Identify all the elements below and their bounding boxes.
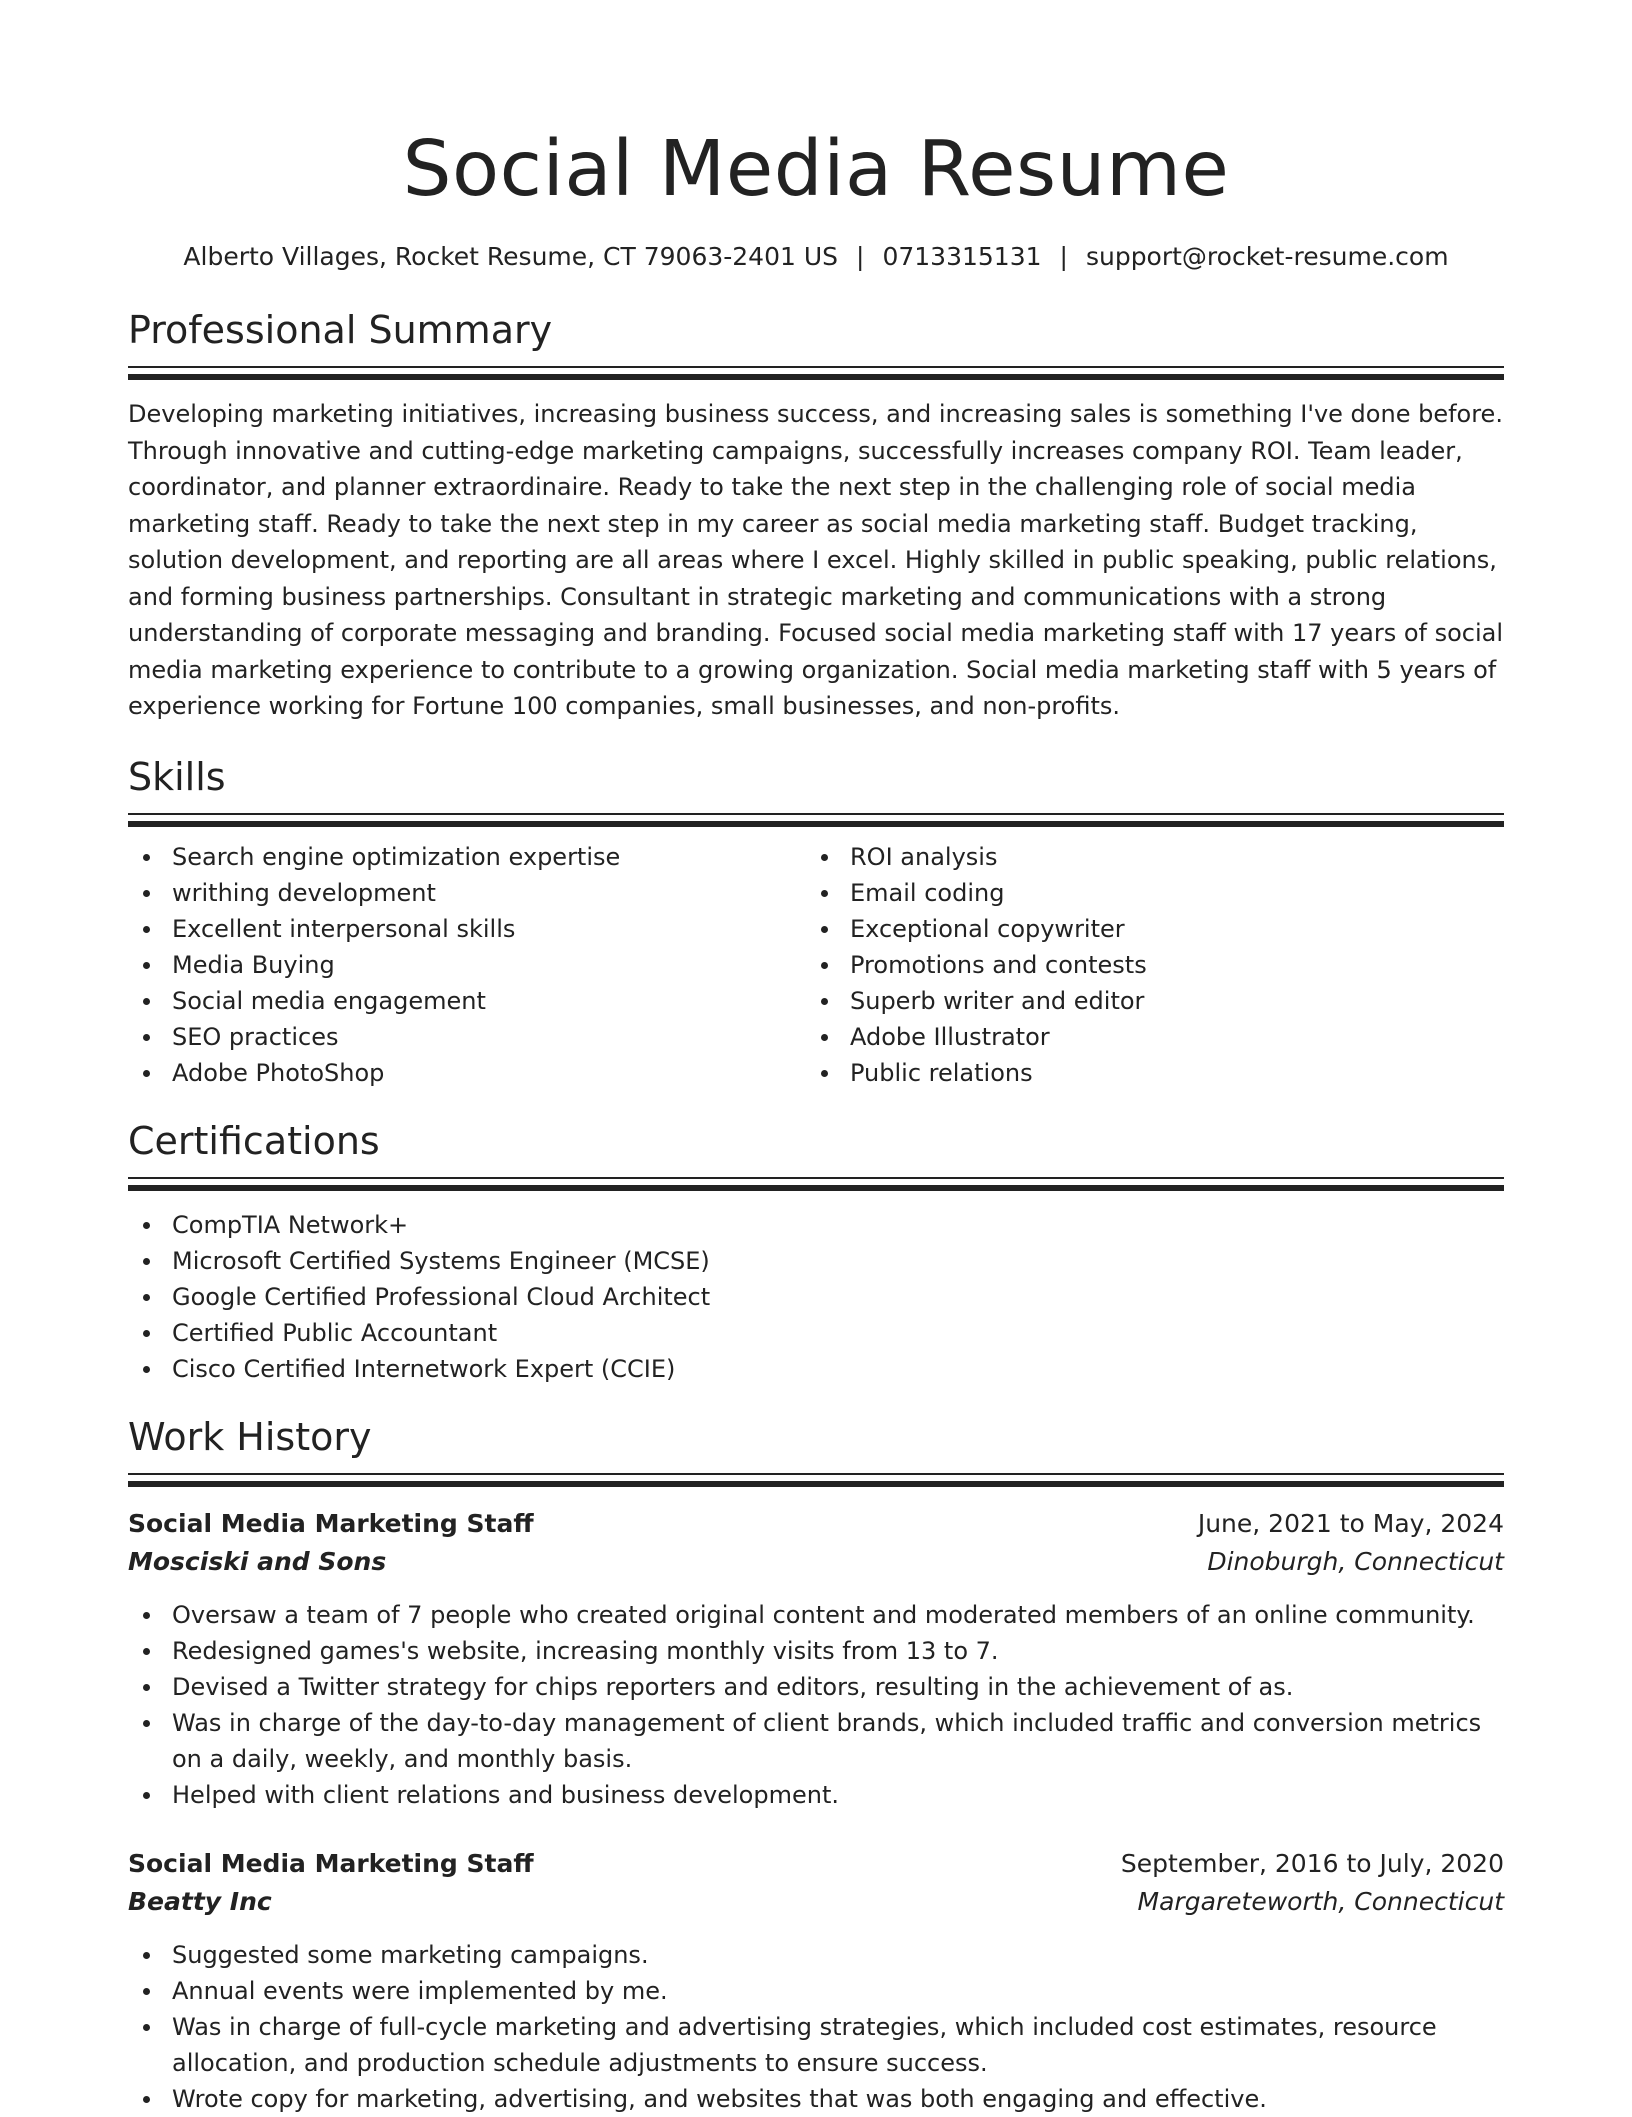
skills-section	[128, 751, 1504, 1091]
section-divider	[128, 1177, 1504, 1191]
summary-section	[128, 304, 1504, 725]
skills-list-right	[806, 839, 1484, 1091]
summary-heading: Professional Summary	[128, 308, 553, 352]
job-location: Dinoburgh, Connecticut	[1207, 1546, 1504, 1576]
job-bullet-list	[128, 1937, 1504, 2117]
contact-line	[128, 240, 1504, 274]
contact-separator: |	[856, 242, 865, 271]
skill-item: Email coding	[806, 875, 1484, 911]
skill-item: Superb writer and editor	[806, 983, 1484, 1019]
skill-item: Social media engagement	[128, 983, 806, 1019]
certification-item: Microsoft Certified Systems Engineer (MCSE)	[128, 1243, 1504, 1279]
skill-item: Media Buying	[128, 947, 806, 983]
skill-item: Excellent interpersonal skills	[128, 911, 806, 947]
skills-list-left	[128, 839, 806, 1091]
skill-item: Exceptional copywriter	[806, 911, 1484, 947]
contact-email: support@rocket-resume.com	[1085, 242, 1449, 271]
skill-item: ROI analysis	[806, 839, 1484, 875]
job-company-row	[128, 1883, 1504, 1921]
job-bullet: Was in charge of full-cycle marketing and advertising strategies, which included cost estimates, resource allocation, and production schedule adjustments to ensure success.	[128, 2009, 1504, 2081]
job-entry	[128, 1845, 1504, 2117]
job-header-row	[128, 1845, 1504, 1883]
work-history-heading: Work History	[128, 1414, 372, 1459]
summary-text: Developing marketing initiatives, increasing business success, and increasing sales is something I've done before. Through innovative and cutting-edge marketing campaigns, successfully increases company ROI. Team leader, coordinator, and planner extraordinaire. Ready to take the next step in the challenging role of social media marketing staff. Ready to take the next step in my career as social media marketing staff. Budget tracking, solution development, and reporting are all areas where I excel. Highly skilled in public speaking, public relations, and forming business partnerships. Consultant in strategic marketing and communications with a strong understanding of corporate messaging and branding. Focused social media marketing staff with 17 years of social media marketing experience to contribute to a growing organization. Social media marketing staff with 5 years of experience working for Fortune 100 companies, small businesses, and non-profits.	[128, 400, 1504, 720]
resume-page	[128, 0, 1504, 2117]
job-dates: June, 2021 to May, 2024	[1197, 1508, 1504, 1538]
job-bullet: Annual events were implemented by me.	[128, 1973, 1504, 2009]
section-divider	[128, 366, 1504, 380]
job-bullet: Suggested some marketing campaigns.	[128, 1937, 1504, 1973]
contact-phone: 0713315131	[882, 242, 1042, 271]
job-bullet: Wrote copy for marketing, advertising, and websites that was both engaging and effective.	[128, 2081, 1504, 2117]
skill-item: Adobe PhotoShop	[128, 1055, 806, 1091]
job-bullet: Devised a Twitter strategy for chips reporters and editors, resulting in the achievement of as.	[128, 1669, 1504, 1705]
work-history-section	[128, 1411, 1504, 2117]
certifications-list	[128, 1207, 1504, 1387]
job-dates: September, 2016 to July, 2020	[1120, 1848, 1504, 1878]
skill-item: Search engine optimization expertise	[128, 839, 806, 875]
skill-item: SEO practices	[128, 1019, 806, 1055]
skill-item: Adobe Illustrator	[806, 1019, 1484, 1055]
certifications-heading: Certifications	[128, 1118, 380, 1163]
job-company: Beatty Inc	[128, 1886, 272, 1916]
job-bullet: Redesigned games's website, increasing monthly visits from 13 to 7.	[128, 1633, 1504, 1669]
certification-item: Cisco Certified Internetwork Expert (CCIE)	[128, 1351, 1504, 1387]
job-bullet-list	[128, 1597, 1504, 1813]
contact-address: Alberto Villages, Rocket Resume, CT 79063-2401 US	[183, 242, 839, 271]
job-bullet: Was in charge of the day-to-day management of client brands, which included traffic and conversion metrics on a daily, weekly, and monthly basis.	[128, 1705, 1504, 1777]
skill-item: Public relations	[806, 1055, 1484, 1091]
job-bullet: Helped with client relations and business development.	[128, 1777, 1504, 1813]
certifications-section	[128, 1115, 1504, 1387]
skills-heading: Skills	[128, 754, 226, 799]
job-title: Social Media Marketing Staff	[128, 1848, 534, 1878]
skill-item: writhing development	[128, 875, 806, 911]
certification-item: Google Certified Professional Cloud Architect	[128, 1279, 1504, 1315]
section-divider	[128, 813, 1504, 827]
job-header-row	[128, 1505, 1504, 1543]
job-company-row	[128, 1543, 1504, 1581]
contact-separator: |	[1059, 242, 1068, 271]
job-location: Margareteworth, Connecticut	[1137, 1886, 1504, 1916]
resume-title: Social Media Resume	[402, 125, 1230, 214]
section-divider	[128, 1473, 1504, 1487]
certification-item: Certified Public Accountant	[128, 1315, 1504, 1351]
job-entry	[128, 1505, 1504, 1813]
job-title: Social Media Marketing Staff	[128, 1508, 534, 1538]
job-company: Mosciski and Sons	[128, 1546, 387, 1576]
skill-item: Promotions and contests	[806, 947, 1484, 983]
job-bullet: Oversaw a team of 7 people who created original content and moderated members of an online community.	[128, 1597, 1504, 1633]
skills-columns	[128, 839, 1504, 1091]
certification-item: CompTIA Network+	[128, 1207, 1504, 1243]
